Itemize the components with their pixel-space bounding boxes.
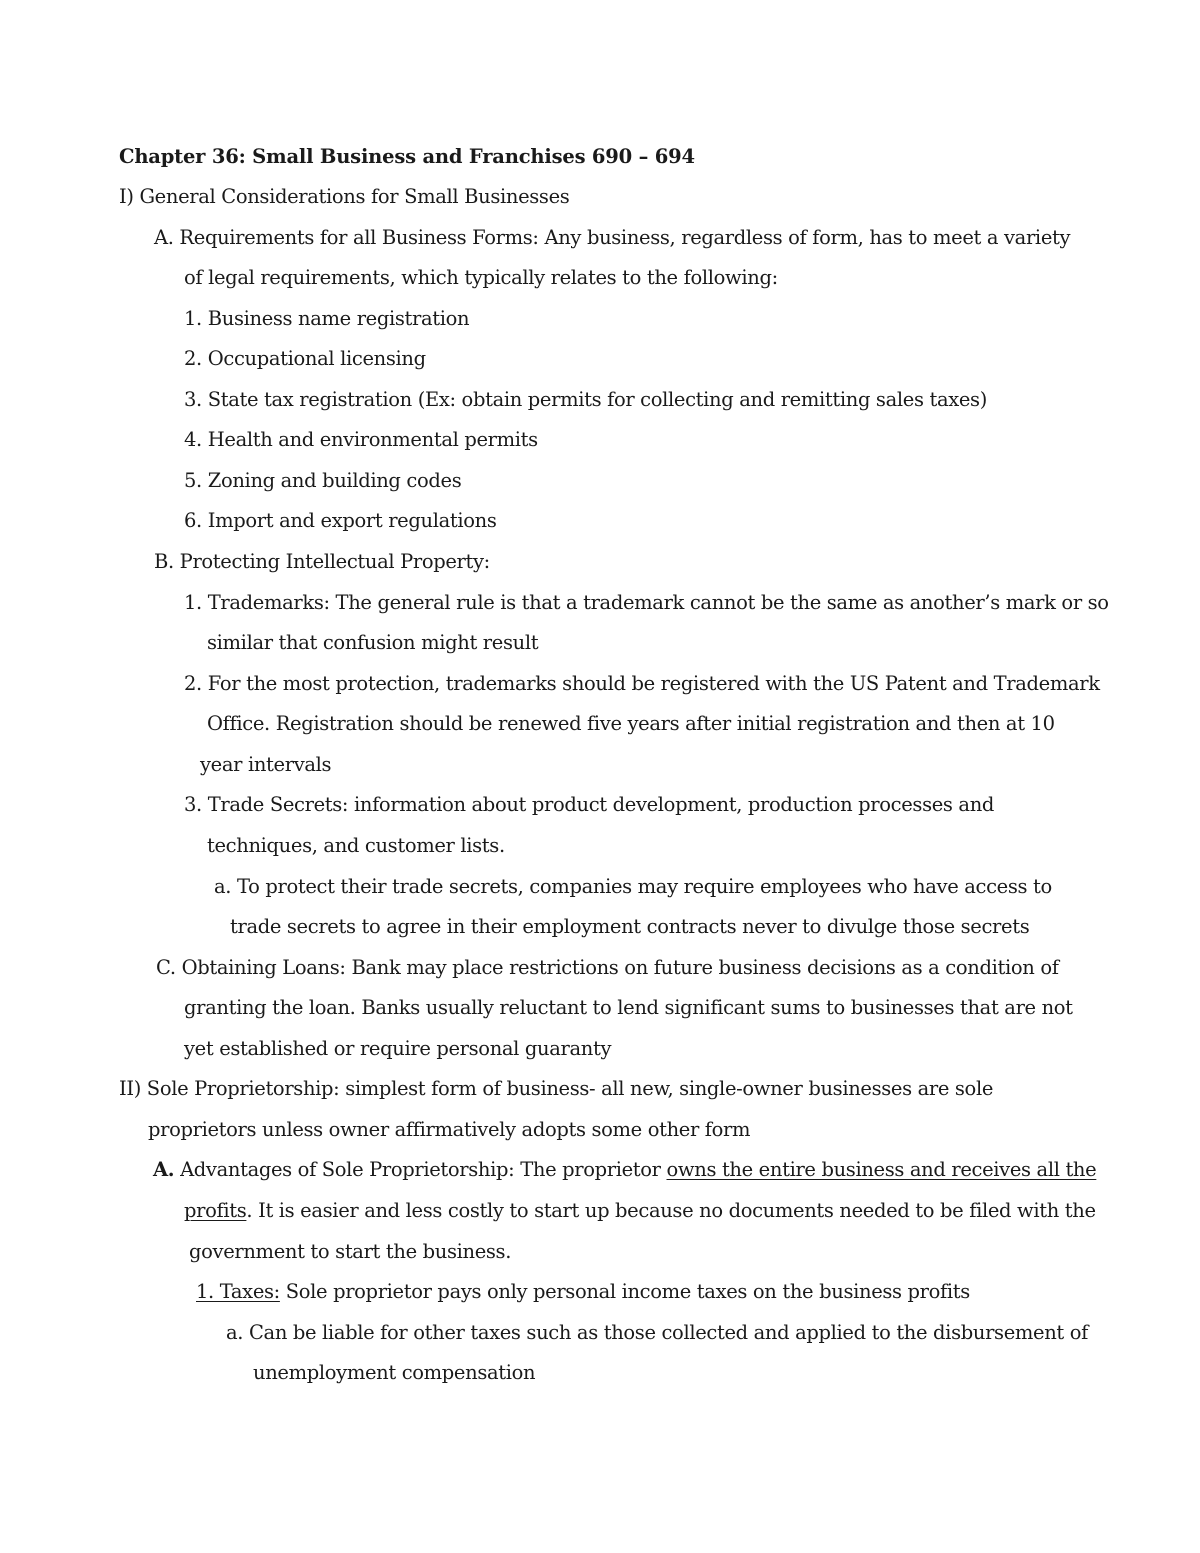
advantages-text: Advantages of Sole Proprietorship: The proprietor: [174, 1158, 667, 1181]
section-1b-heading: B. Protecting Intellectual Property:: [154, 550, 490, 573]
section-1a-line-2: of legal requirements, which typically relates to the following:: [184, 266, 778, 289]
advantages-line-3: government to start the business.: [189, 1240, 512, 1263]
section-2-line-1: II) Sole Proprietorship: simplest form of business- all new, single-owner businesses are sole: [119, 1077, 994, 1100]
trade-secrets-a-line-2: trade secrets to agree in their employment contracts never to divulge those secrets: [230, 915, 1030, 938]
registration-line-2: Office. Registration should be renewed five years after initial registration and then at 10: [207, 712, 1055, 735]
list-item: 1. Business name registration: [184, 307, 470, 330]
taxes-label: 1. Taxes:: [196, 1280, 280, 1303]
trademarks-line-1: 1. Trademarks: The general rule is that a trademark cannot be the same as another’s mark or so: [184, 591, 1109, 614]
advantages-underlined-1: owns the entire business and receives all the: [666, 1158, 1097, 1181]
trademarks-line-2: similar that confusion might result: [207, 631, 539, 654]
list-item: 2. Occupational licensing: [184, 347, 426, 370]
taxes-a-line-1: a. Can be liable for other taxes such as those collected and applied to the disbursement of: [226, 1321, 1089, 1344]
list-item: 4. Health and environmental permits: [184, 428, 538, 451]
trade-secrets-line-1: 3. Trade Secrets: information about product development, production processes and: [184, 793, 995, 816]
loans-line-2: granting the loan. Banks usually reluctant to lend significant sums to businesses that are not: [184, 996, 1073, 1019]
advantages-line-2: [184, 1198, 1096, 1224]
taxes-a-line-2: unemployment compensation: [253, 1361, 536, 1384]
advantages-underlined-2: profits: [184, 1199, 247, 1222]
trade-secrets-a-line-1: a. To protect their trade secrets, companies may require employees who have access to: [214, 875, 1052, 898]
chapter-title: Chapter 36: Small Business and Franchises 690 – 694: [119, 145, 695, 168]
taxes-text: Sole proprietor pays only personal income taxes on the business profits: [279, 1280, 970, 1303]
section-2-line-2: proprietors unless owner affirmatively adopts some other form: [148, 1118, 751, 1141]
loans-line-3: yet established or require personal guaranty: [184, 1037, 612, 1060]
registration-line-1: 2. For the most protection, trademarks should be registered with the US Patent and Trademark: [184, 672, 1100, 695]
list-item: 5. Zoning and building codes: [184, 469, 462, 492]
advantages-label: A.: [153, 1158, 175, 1181]
registration-line-3: year intervals: [200, 753, 332, 776]
section-1-heading: I) General Considerations for Small Businesses: [119, 185, 570, 208]
trade-secrets-line-2: techniques, and customer lists.: [207, 834, 505, 857]
list-item: 3. State tax registration (Ex: obtain permits for collecting and remitting sales taxes): [184, 388, 987, 411]
list-item: 6. Import and export regulations: [184, 509, 497, 532]
advantages-line-1: [153, 1157, 1096, 1183]
advantages-text-2: . It is easier and less costly to start up because no documents needed to be filed with the: [246, 1199, 1096, 1222]
loans-line-1: C. Obtaining Loans: Bank may place restrictions on future business decisions as a condition of: [156, 956, 1059, 979]
taxes-line: [196, 1279, 970, 1305]
section-1a-line-1: A. Requirements for all Business Forms: Any business, regardless of form, has to meet a variety: [154, 226, 1071, 249]
